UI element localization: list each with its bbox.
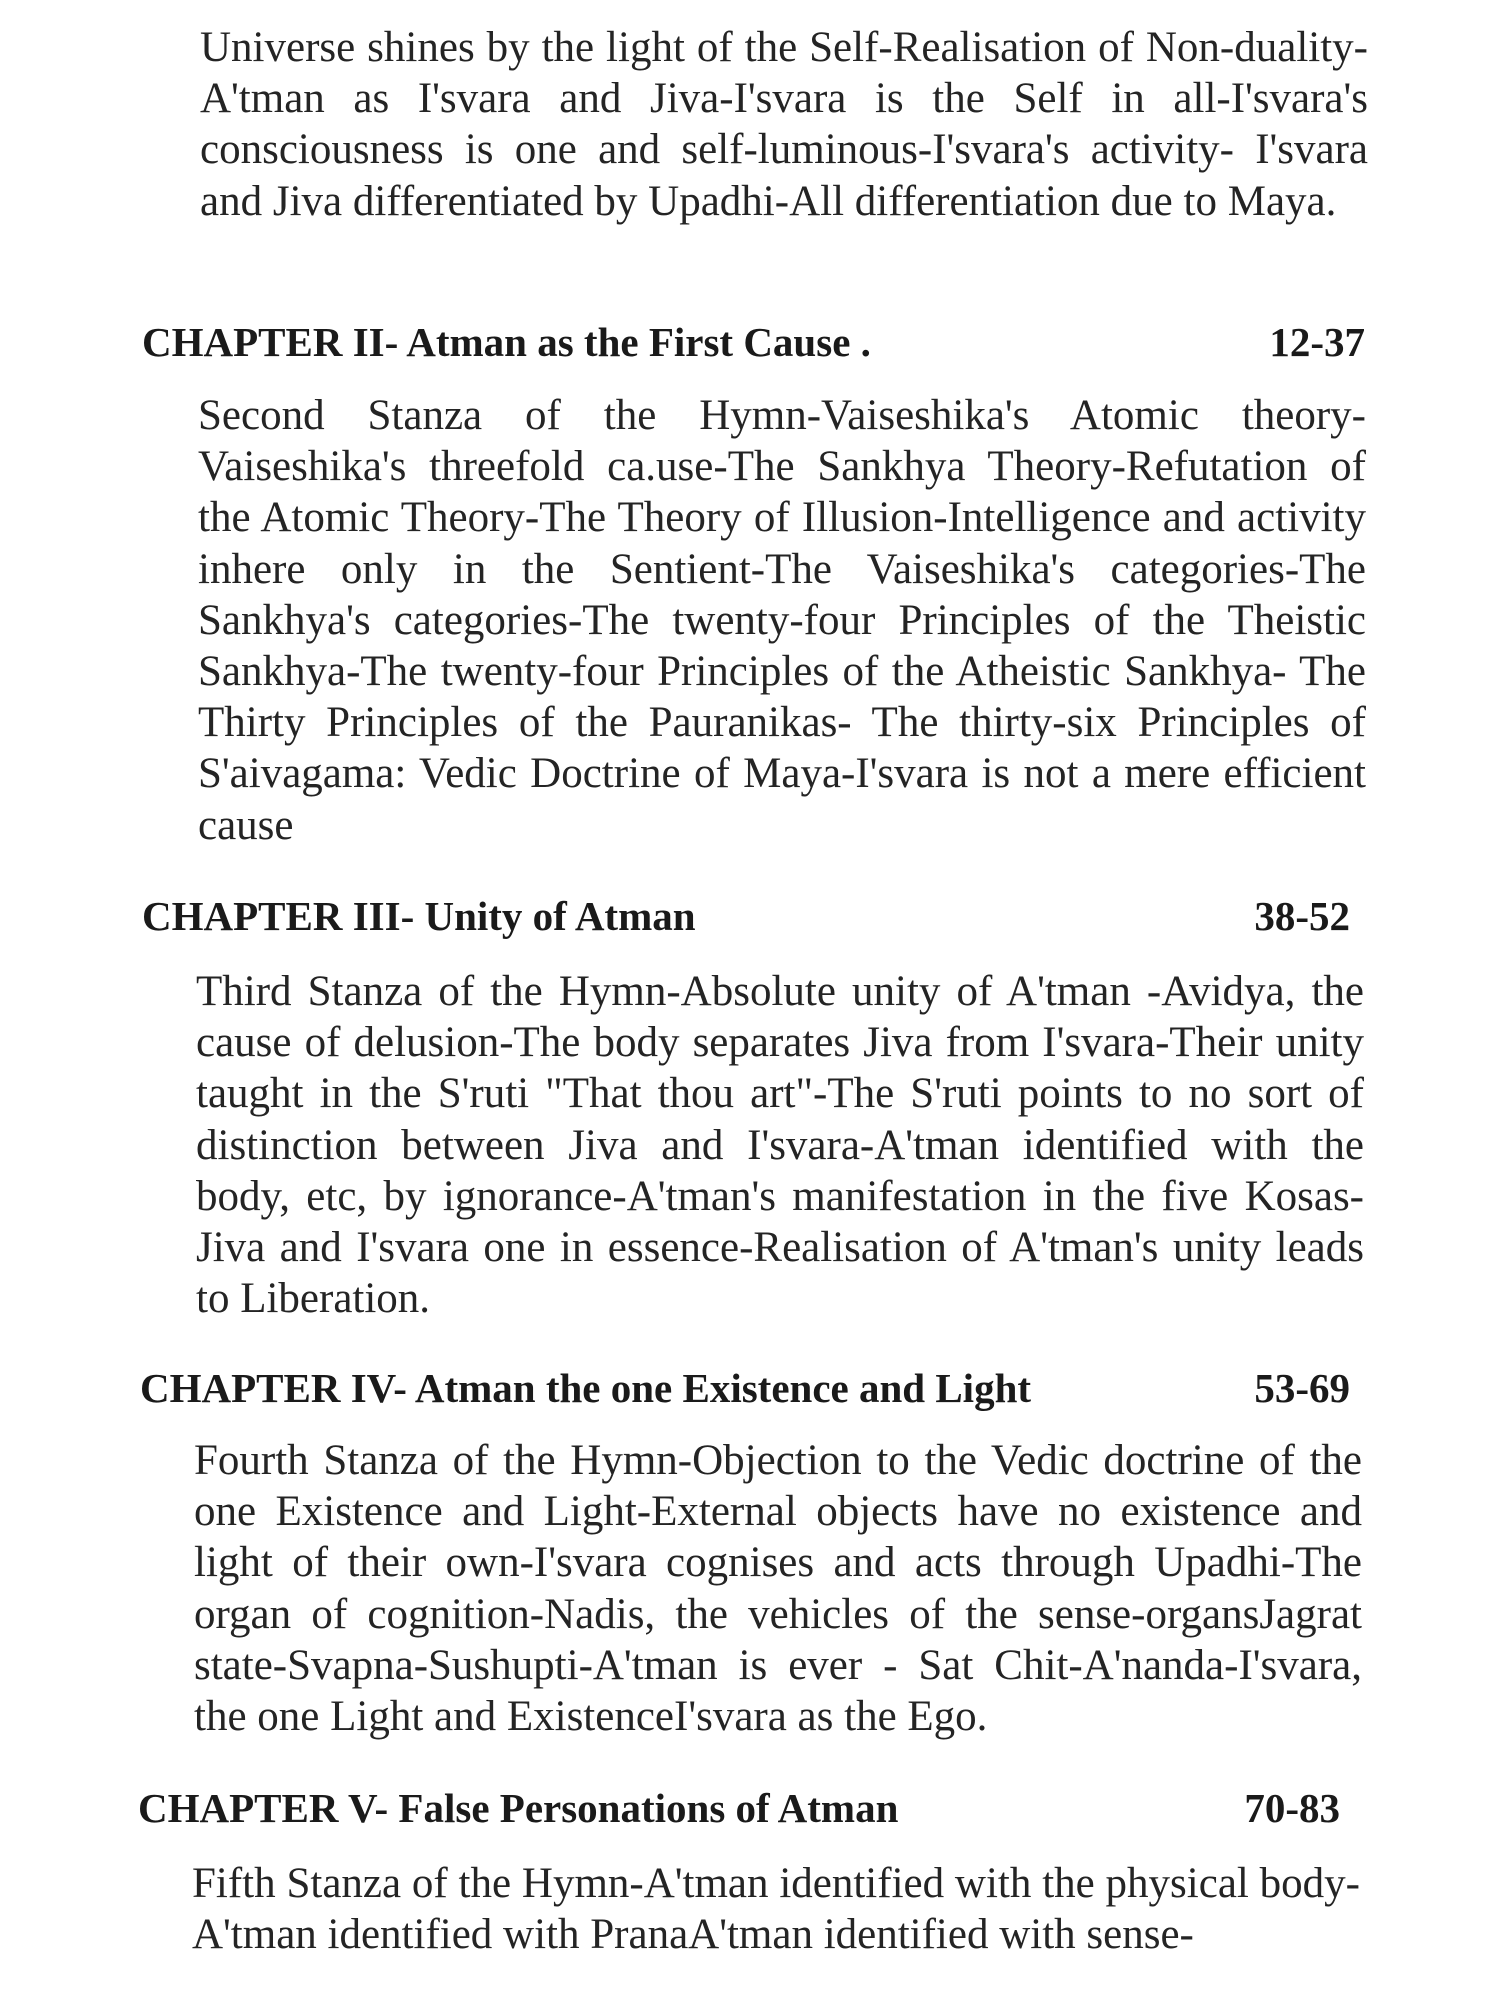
chapter-summary-5: Fifth Stanza of the Hymn-A'tman identified with the physical body-A'tman identified with PranaA'tman identified with sense-: [192, 1860, 1360, 1959]
chapter-page-range: 12-37: [1269, 319, 1365, 365]
chapter-summary-3: Third Stanza of the Hymn-Absolute unity of A'tman -Avidya, the cause of delusion-The body separates Jiva from I'svara-Their unity taught in the S'ruti "That thou art"-The S'ruti points to no sort of distinction between Jiva and I'svara-A'tman identified with the body, etc, by ignorance-A'tman's manifestation in the five Kosas-Jiva and I'svara one in essence-Realisation of A'tman's unity leads to Liberation.: [196, 968, 1364, 1323]
intro-paragraph: Universe shines by the light of the Self-Realisation of Non-duality-A'tman as I'svara and Jiva-I'svara is the Self in all-I'svara's consciousness is one and self-luminous-I'svara's activity- I'svara and Jiva differentiated by Upadhi-All differentiation due to Maya.: [200, 24, 1368, 225]
chapter-page-range: 38-52: [1254, 893, 1350, 939]
chapter-title: CHAPTER III- Unity of Atman: [142, 893, 696, 939]
chapter-page-range: 53-69: [1254, 1365, 1350, 1411]
chapter-page-range: 70-83: [1244, 1785, 1340, 1831]
chapter-heading-2: [142, 317, 1365, 367]
chapter-title: CHAPTER V- False Personations of Atman: [138, 1785, 899, 1831]
chapter-heading-3: [142, 891, 1350, 941]
chapter-summary-2: Second Stanza of the Hymn-Vaiseshika's Atomic theory-Vaiseshika's threefold ca.use-The Sankhya Theory-Refutation of the Atomic Theory-The Theory of Illusion-Intelligence and activity inhere only in the Sentient-The Vaiseshika's categories-The Sankhya's categories-The twenty-four Principles of the Theistic Sankhya-The twenty-four Principles of the Atheistic Sankhya- The Thirty Principles of the Pauranikas- The thirty-six Principles of S'aivagama: Vedic Doctrine of Maya-I'svara is not a mere efficient cause: [198, 392, 1366, 849]
chapter-title: CHAPTER IV- Atman the one Existence and Light: [140, 1365, 1032, 1411]
chapter-heading-4: [140, 1363, 1350, 1413]
chapter-title: CHAPTER II- Atman as the First Cause .: [142, 319, 871, 365]
chapter-summary-4: Fourth Stanza of the Hymn-Objection to the Vedic doctrine of the one Existence and Light-External objects have no existence and light of their own-I'svara cognises and acts through Upadhi-The organ of cognition-Nadis, the vehicles of the sense-organsJagrat state-Svapna-Sushupti-A'tman is ever - Sat Chit-A'nanda-I'svara, the one Light and ExistenceI'svara as the Ego.: [194, 1437, 1362, 1741]
chapter-heading-5: [138, 1783, 1340, 1833]
